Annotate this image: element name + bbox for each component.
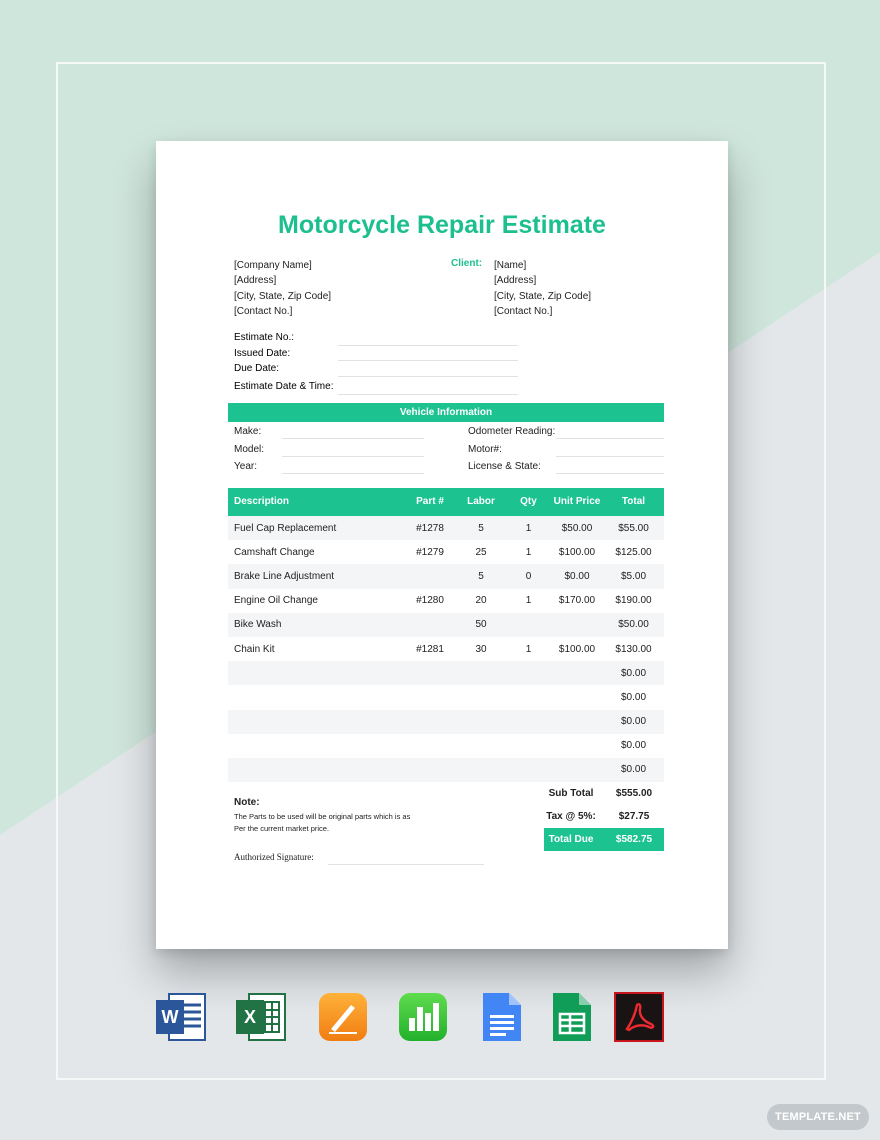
table-row (228, 516, 664, 540)
estimate-datetime-field[interactable] (234, 377, 524, 395)
total-due-label: Total Due (548, 834, 594, 845)
signature-label: Authorized Signature: (234, 852, 314, 862)
issued-date-label: Issued Date: (234, 347, 291, 359)
cell-description: Camshaft Change (234, 546, 315, 558)
cell-total: $0.00 (603, 710, 664, 734)
cell-labor (456, 661, 506, 685)
cell-description: Brake Line Adjustment (228, 564, 404, 588)
note-line-2: Per the current market price. (234, 823, 330, 833)
svg-text:X: X (243, 1007, 257, 1027)
totals-block (544, 782, 664, 851)
cell-unit-price (551, 685, 603, 709)
tax-row (544, 805, 664, 828)
subtotal-row (544, 782, 664, 805)
note-title: Note: (234, 797, 260, 808)
table-row (228, 637, 664, 661)
cell-part: #1279 (416, 546, 444, 558)
estimate-document (156, 141, 728, 949)
cell-unit-price: $170.00 (558, 595, 596, 607)
cell-description (228, 758, 404, 782)
cell-labor (456, 758, 506, 782)
header-total: Total (603, 488, 664, 516)
header-unit-price: Unit Price (551, 488, 603, 516)
odometer-field[interactable] (556, 438, 664, 439)
company-name: [Company Name] (234, 260, 312, 271)
cell-labor (456, 710, 506, 734)
cell-part (404, 734, 456, 758)
cell-unit-price (551, 710, 603, 734)
cell-qty: 1 (525, 643, 532, 655)
subtotal-value: $555.00 (615, 788, 653, 799)
company-city: [City, State, Zip Code] (234, 290, 332, 302)
cell-part: #1278 (404, 516, 456, 540)
cell-description (228, 661, 404, 685)
model-field[interactable] (282, 456, 424, 457)
motor-field[interactable] (556, 456, 664, 457)
company-address-line: [Address] (234, 275, 277, 287)
tax-label: Tax @ 5%: (546, 811, 596, 822)
cell-labor: 50 (456, 613, 506, 637)
cell-labor: 25 (475, 546, 487, 558)
license-state-field[interactable] (556, 473, 664, 474)
cell-qty: 1 (525, 546, 532, 558)
client-contact: [Contact No.] (494, 305, 553, 317)
google-sheets-icon[interactable] (545, 991, 597, 1043)
vehicle-info-heading: Vehicle Information (228, 403, 664, 422)
format-icons (155, 991, 675, 1047)
cell-part (404, 613, 456, 637)
excel-icon[interactable] (235, 991, 287, 1043)
client-city: [City, State, Zip Code] (494, 290, 592, 302)
header-description: Description (228, 488, 404, 516)
svg-text:W: W (161, 1007, 179, 1027)
client-label: Client: (451, 258, 483, 269)
cell-part (404, 710, 456, 734)
company-address (234, 258, 331, 319)
cell-labor: 20 (475, 595, 487, 607)
items-table (228, 488, 664, 782)
table-row (228, 564, 664, 588)
cell-part: #1280 (416, 595, 444, 607)
table-header-row (228, 488, 664, 516)
table-row (228, 613, 664, 637)
make-field[interactable] (282, 438, 424, 439)
due-date-field[interactable] (234, 361, 524, 377)
cell-qty (506, 661, 551, 685)
subtotal-label: Sub Total (548, 788, 594, 799)
table-row (228, 685, 664, 709)
cell-labor: 30 (475, 643, 487, 655)
client-name: [Name] (494, 260, 527, 271)
cell-unit-price: $100.00 (558, 643, 596, 655)
table-row (228, 734, 664, 758)
cell-unit-price (551, 734, 603, 758)
cell-unit-price (551, 758, 603, 782)
cell-unit-price: $50.00 (551, 516, 603, 540)
cell-labor: 5 (456, 564, 506, 588)
table-row (228, 758, 664, 782)
header-qty: Qty (506, 488, 551, 516)
estimate-no-label: Estimate No.: (234, 332, 295, 343)
cell-unit-price: $0.00 (551, 564, 603, 588)
estimate-no-field[interactable] (234, 330, 524, 346)
cell-description: Bike Wash (228, 613, 404, 637)
model-label: Model: (234, 444, 265, 455)
estimate-datetime-label: Estimate Date & Time: (234, 380, 334, 392)
vehicle-info-section (228, 424, 664, 479)
cell-total: $55.00 (603, 516, 664, 540)
cell-unit-price: $100.00 (558, 546, 596, 558)
document-title: Motorcycle Repair Estimate (278, 211, 606, 239)
issued-date-field[interactable] (234, 346, 524, 362)
cell-total: $0.00 (620, 691, 647, 703)
note-line-1: The Parts to be used will be original parts which is as (234, 812, 411, 821)
cell-qty: 1 (506, 516, 551, 540)
make-label: Make: (234, 426, 262, 437)
client-address (494, 258, 591, 319)
total-due-row (544, 828, 664, 851)
cell-part: #1281 (416, 643, 444, 655)
cell-total: $130.00 (615, 643, 652, 655)
cell-total: $190.00 (615, 595, 652, 607)
cell-labor (456, 734, 506, 758)
estimate-fields (234, 330, 524, 395)
cell-total: $50.00 (603, 613, 664, 637)
cell-unit-price (551, 613, 603, 637)
cell-part (404, 564, 456, 588)
cell-total: $5.00 (603, 564, 664, 588)
client-address-line: [Address] (494, 275, 537, 287)
cell-qty (506, 758, 551, 782)
cell-description: Chain Kit (234, 643, 275, 655)
cell-total: $125.00 (615, 546, 652, 558)
tax-value: $27.75 (618, 811, 650, 822)
cell-description (228, 685, 404, 709)
cell-description (228, 734, 404, 758)
cell-total: $0.00 (620, 740, 647, 752)
cell-labor: 5 (456, 516, 506, 540)
cell-unit-price (551, 661, 603, 685)
note-text (234, 811, 434, 834)
year-label: Year: (234, 461, 257, 472)
table-row (228, 710, 664, 734)
cell-part (404, 758, 456, 782)
cell-qty: 1 (525, 595, 532, 607)
word-icon[interactable] (155, 991, 207, 1043)
watermark-badge: TEMPLATE.NET (767, 1104, 869, 1130)
cell-total: $0.00 (603, 758, 664, 782)
header-labor: Labor (456, 488, 506, 516)
header-part: Part # (404, 488, 456, 516)
cell-description (228, 710, 404, 734)
company-contact: [Contact No.] (234, 305, 293, 317)
table-row (228, 540, 664, 564)
pdf-icon[interactable] (613, 991, 665, 1043)
cell-qty (506, 613, 551, 637)
odometer-label: Odometer Reading: (468, 426, 556, 437)
cell-part (404, 661, 456, 685)
table-row (228, 589, 664, 613)
license-state-label: License & State: (468, 461, 541, 472)
google-docs-icon[interactable] (475, 991, 527, 1043)
signature-field[interactable] (328, 864, 484, 865)
cell-description: Fuel Cap Replacement (228, 516, 404, 540)
cell-total: $0.00 (603, 661, 664, 685)
cell-part (404, 685, 456, 709)
total-due-value: $582.75 (615, 834, 653, 845)
cell-labor (456, 685, 506, 709)
due-date-label: Due Date: (234, 363, 280, 374)
motor-label: Motor#: (468, 444, 502, 455)
cell-description: Engine Oil Change (234, 595, 318, 607)
year-field[interactable] (282, 473, 424, 474)
numbers-icon[interactable] (397, 991, 449, 1043)
cell-qty: 0 (506, 564, 551, 588)
table-row (228, 661, 664, 685)
cell-qty (506, 710, 551, 734)
cell-qty (506, 734, 551, 758)
pages-icon[interactable] (317, 991, 369, 1043)
cell-qty (506, 685, 551, 709)
